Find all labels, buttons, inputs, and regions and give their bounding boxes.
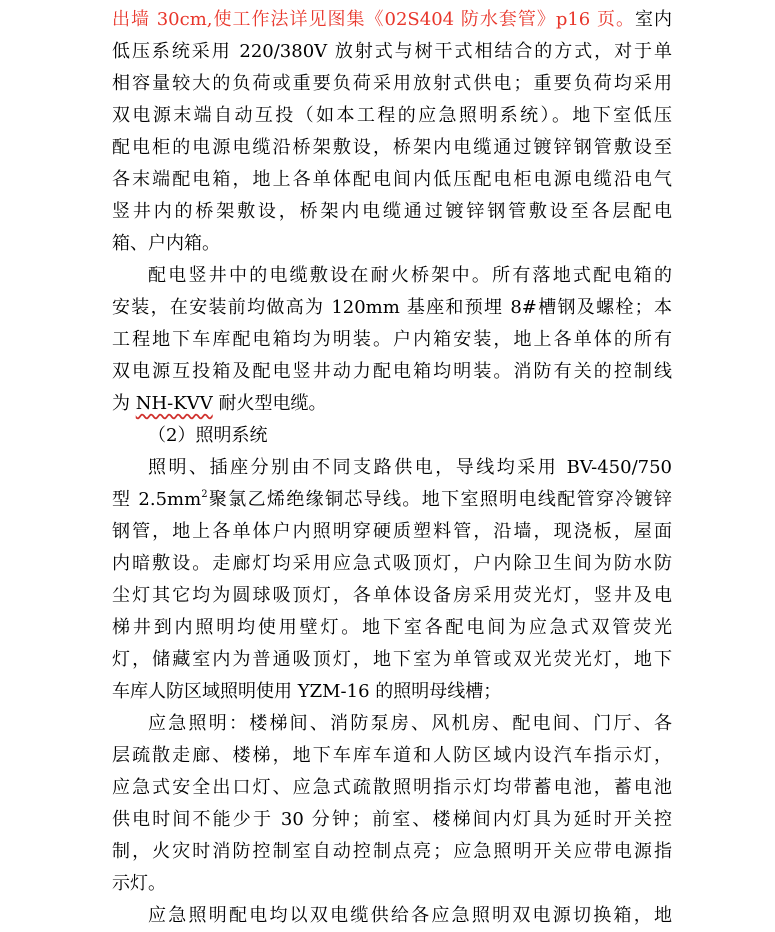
text-line: 配电柜的电源电缆沿桥架敷设，桥架内电缆通过镀锌钢管敷设至 xyxy=(112,137,672,158)
document-page xyxy=(112,4,672,932)
text-line: 尘灯其它均为圆球吸顶灯，各单体设备房采用荧光灯，竖井及电 xyxy=(112,585,672,606)
text-line: 相容量较大的负荷或重要负荷采用放射式供电；重要负荷均采用 xyxy=(112,73,672,94)
text-span: 室内 xyxy=(635,9,673,30)
text-line: 层疏散走廊、楼梯，地下车库车道和人防区域内设汽车指示灯， xyxy=(112,745,672,766)
text-line: 低压系统采用 220/380V 放射式与树干式相结合的方式，对于单 xyxy=(112,41,672,62)
text-line xyxy=(112,4,672,36)
text-line: 配电竖井中的电缆敷设在耐火桥架中。所有落地式配电箱的 xyxy=(148,265,672,286)
text-line: 应急式安全出口灯、应急式疏散照明指示灯均带蓄电池，蓄电池 xyxy=(112,777,672,798)
text-line xyxy=(112,388,672,420)
text-line: 灯，储藏室内为普通吸顶灯，地下室为单管或双光荧光灯，地下 xyxy=(112,649,672,670)
text-line: 示灯。 xyxy=(112,873,166,894)
paragraph-power-distribution xyxy=(112,4,672,260)
text-line: 双电源末端自动互投（如本工程的应急照明系统）。地下室低压 xyxy=(112,105,672,126)
text-line: 工程地下车库配电箱均为明装。户内箱安装，地上各单体的所有 xyxy=(112,329,672,350)
text-span: 为 xyxy=(112,393,136,414)
text-line: 双电源互投箱及配电竖井动力配电箱均明装。消防有关的控制线 xyxy=(112,361,672,382)
text-line: 各末端配电箱，地上各单体配电间内低压配电柜电源电缆沿电气 xyxy=(112,169,672,190)
paragraph-emergency-power xyxy=(112,900,672,932)
spellcheck-underlined-text: NH-KVV xyxy=(135,393,213,414)
paragraph-lighting xyxy=(112,452,672,708)
superscript: 2 xyxy=(201,489,208,500)
text-line: 内暗敷设。走廊灯均采用应急式吸顶灯，户内除卫生间为防水防 xyxy=(112,553,672,574)
highlighted-text: 出墙 30cm,使工作法详见图集《02S404 防水套管》p16 页。 xyxy=(112,9,635,30)
text-line: 安装，在安装前均做高为 120mm 基座和预埋 8#槽钢及螺栓；本 xyxy=(112,297,672,318)
text-line: 梯井到内照明均使用壁灯。地下室各配电间为应急式双管荧光 xyxy=(112,617,672,638)
text-line xyxy=(112,484,672,516)
text-line: 照明、插座分别由不同支路供电，导线均采用 BV-450/750 xyxy=(148,457,672,478)
text-line: 车库人防区域照明使用 YZM-16 的照明母线槽； xyxy=(112,681,502,702)
text-line: 应急照明：楼梯间、消防泵房、风机房、配电间、门厅、各 xyxy=(148,713,672,734)
text-line: 制，火灾时消防控制室自动控制点亮；应急照明开关应带电源指 xyxy=(112,841,672,862)
text-span: 聚氯乙烯绝缘铜芯导线。地下室照明电线配管穿冷镀锌 xyxy=(207,489,672,510)
paragraph-emergency-lighting xyxy=(112,708,672,900)
text-span: 耐火型电缆。 xyxy=(212,393,327,414)
section-heading: （2）照明系统 xyxy=(148,425,268,446)
text-line: 钢管，地上各单体户内照明穿硬质塑料管，沿墙，现浇板，屋面 xyxy=(112,521,672,542)
text-line: 应急照明配电均以双电缆供给各应急照明双电源切换箱，地 xyxy=(148,905,672,926)
text-span: 型 2.5mm xyxy=(112,489,202,510)
text-line: 供电时间不能少于 30 分钟；前室、楼梯间内灯具为延时开关控 xyxy=(112,809,672,830)
text-line: 竖井内的桥架敷设，桥架内电缆通过镀锌钢管敷设至各层配电 xyxy=(112,201,672,222)
paragraph-cable-installation xyxy=(112,260,672,420)
text-line: 箱、户内箱。 xyxy=(112,233,220,254)
